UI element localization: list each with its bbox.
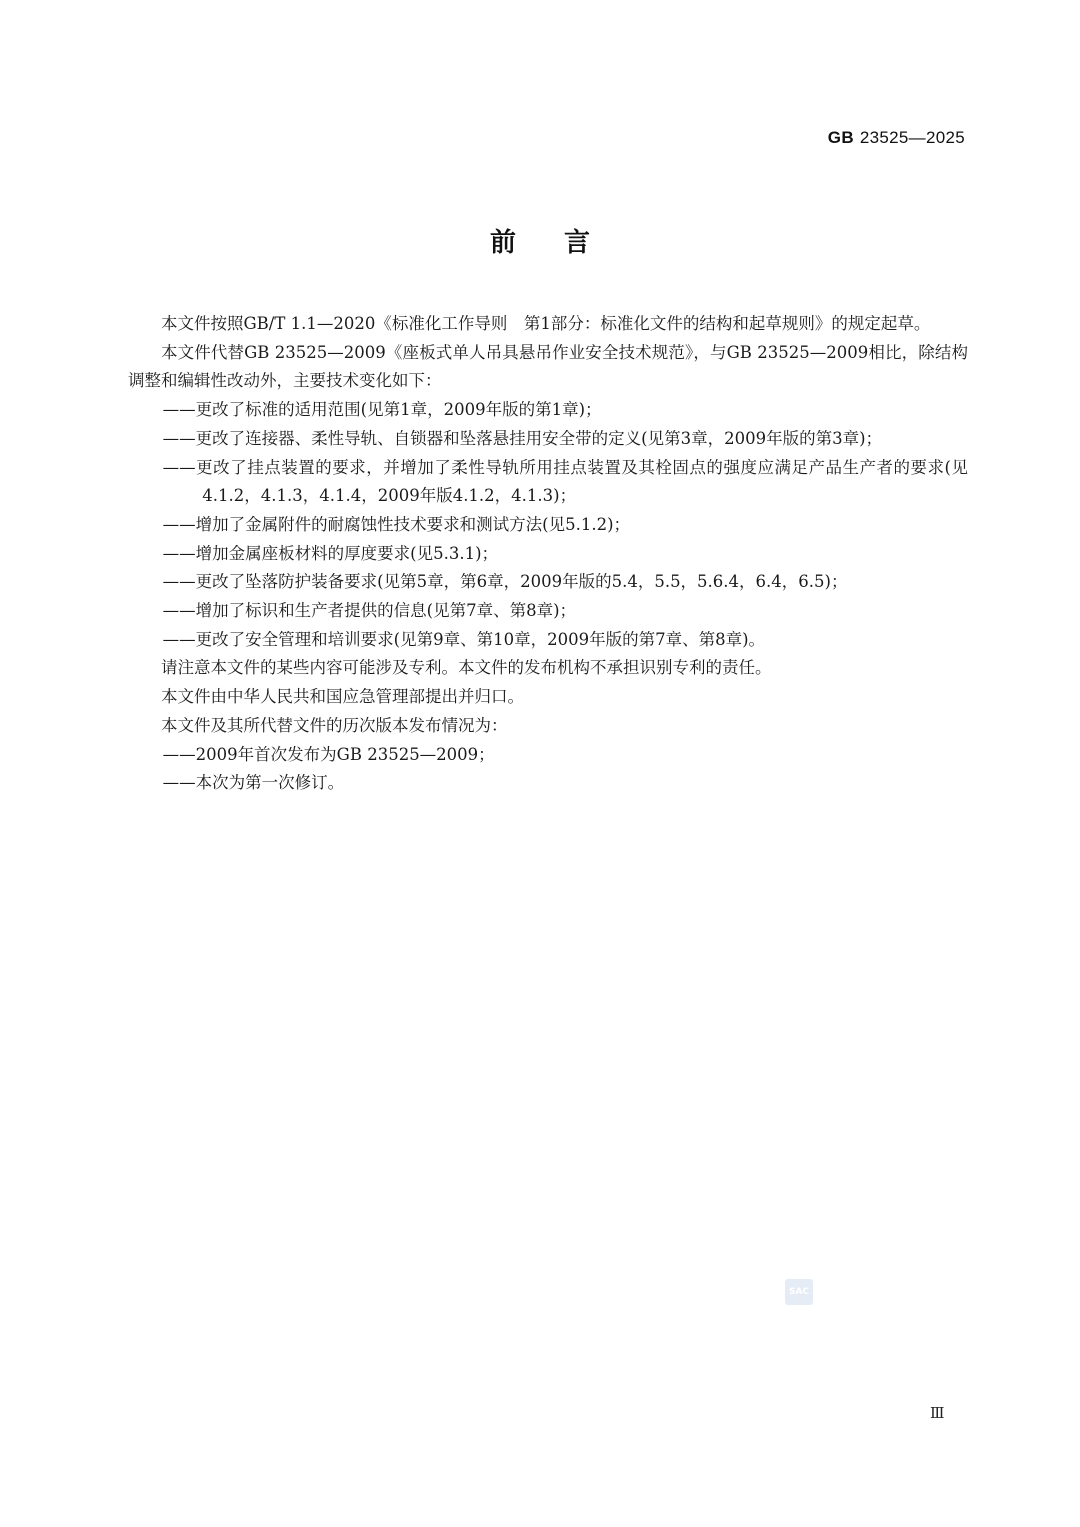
history-item: ——本次为第一次修订。	[162, 773, 345, 793]
standard-code: 23525—2025	[859, 128, 965, 147]
foreword-body	[128, 310, 968, 798]
sac-watermark-logo: SAC	[785, 1279, 813, 1305]
change-item: ——更改了安全管理和培训要求(见第9章、第10章，2009年版的第7章、第8章)。	[162, 629, 766, 649]
change-item: ——更改了坠落防护装备要求(见第5章，第6章，2009年版的5.4，5.5，5.6.4，6.4，6.5)；	[162, 572, 848, 592]
change-item: ——增加金属座板材料的厚度要求(见5.3.1)；	[162, 543, 499, 563]
paragraph-history-intro: 本文件及其所代替文件的历次版本发布情况为：	[161, 715, 508, 735]
change-item: ——增加了标识和生产者提供的信息(见第7章、第8章)；	[162, 601, 577, 621]
page-number: Ⅲ	[930, 1406, 945, 1422]
history-item: ——2009年首次发布为GB 23525—2009；	[162, 744, 495, 764]
change-item: ——更改了挂点装置的要求，并增加了柔性导轨所用挂点装置及其栓固点的强度应满足产品生产者的要求(见4.1.2，4.1.3，4.1.4，2009年版4.1.2，4.1.3)；	[162, 457, 968, 506]
paragraph-drafting-rules: 本文件按照GB/T 1.1—2020《标准化工作导则 第1部分：标准化文件的结构和起草规则》的规定起草。	[161, 314, 931, 333]
paragraph-replacement: 本文件代替GB 23525—2009《座板式单人吊具悬吊作业安全技术规范》，与GB 23525—2009相比，除结构调整和编辑性改动外，主要技术变化如下：	[128, 342, 968, 391]
change-item: ——更改了连接器、柔性导轨、自锁器和坠落悬挂用安全带的定义(见第3章，2009年版的第3章)；	[162, 428, 883, 448]
paragraph-patent-notice: 请注意本文件的某些内容可能涉及专利。本文件的发布机构不承担识别专利的责任。	[161, 658, 772, 678]
standard-prefix: GB	[827, 128, 854, 147]
standard-number	[828, 128, 965, 148]
change-item: ——增加了金属附件的耐腐蚀性技术要求和测试方法(见5.1.2)；	[162, 514, 631, 534]
paragraph-proposer: 本文件由中华人民共和国应急管理部提出并归口。	[161, 687, 524, 707]
page-title: 前言	[489, 228, 638, 258]
change-item: ——更改了标准的适用范围(见第1章，2009年版的第1章)；	[162, 400, 602, 420]
